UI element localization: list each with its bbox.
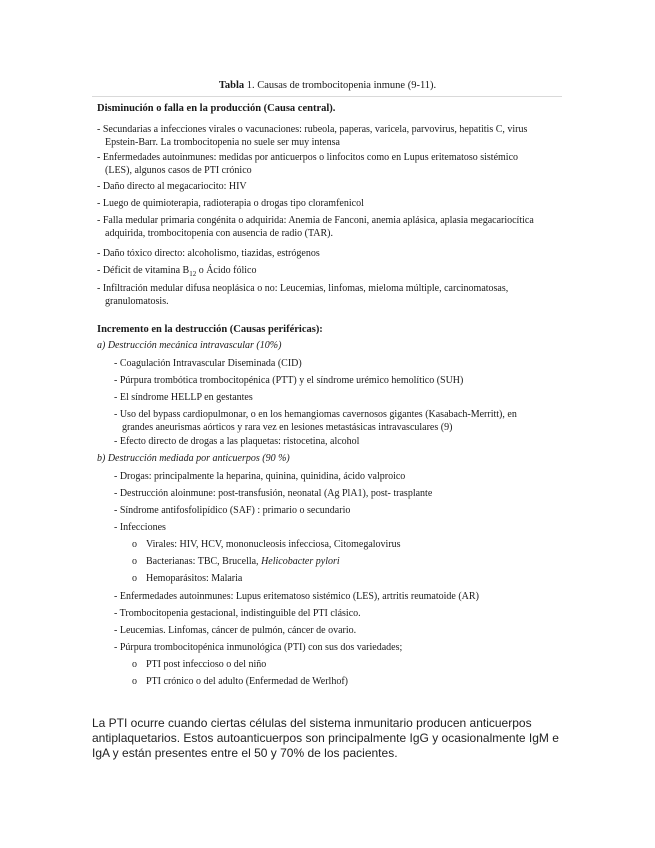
subsection-b-heading: b) Destrucción mediada por anticuerpos (90 %) <box>97 453 290 464</box>
section1-item <box>97 152 567 177</box>
section1-item <box>97 181 567 194</box>
item-line: - Coagulación Intravascular Diseminada (CID) <box>114 358 302 369</box>
item-line: - Efecto directo de drogas a las plaquetas: ristocetina, alcohol <box>114 436 360 447</box>
subsection-b-item <box>114 608 569 621</box>
item-line: - Daño directo al megacariocito: HIV <box>97 181 247 192</box>
subsection-b-item <box>114 488 569 501</box>
infection-text: Virales: HIV, HCV, mononucleosis infecciosa, Citomegalovirus <box>146 539 401 550</box>
section1-item <box>97 124 567 149</box>
subsection-a-heading: a) Destrucción mecánica intravascular (10%) <box>97 340 282 351</box>
item-line: - Déficit de vitamina B <box>97 265 190 276</box>
infection-item <box>132 556 340 567</box>
pti-variant-item <box>132 676 348 687</box>
item-line: o Ácido fólico <box>196 265 257 276</box>
item-line: - Infecciones <box>114 522 166 533</box>
subsection-b-item <box>114 625 569 638</box>
infection-text: Bacterianas: TBC, Brucella, <box>146 556 262 567</box>
item-line: - Daño tóxico directo: alcoholismo, tiazidas, estrógenos <box>97 248 320 259</box>
subsection-b-item <box>114 505 569 518</box>
infection-italic: Helicobacter pylori <box>261 556 340 567</box>
pti-variant-item <box>132 659 266 670</box>
subsection-b-item <box>114 591 569 604</box>
item-continuation: adquirida, trombocitopenia con ausencia de radio (TAR). <box>105 227 334 239</box>
item-line: - Leucemias. Linfomas, cáncer de pulmón, cáncer de ovario. <box>114 625 357 636</box>
item-continuation: grandes aneurismas aórticos y rara vez en lesiones metastásicas intravasculares (9) <box>122 421 453 433</box>
subsection-a-item <box>114 375 569 388</box>
item-line: - Drogas: principalmente la heparina, quinina, quinidina, ácido valproico <box>114 471 406 482</box>
item-line: - Síndrome antifosfolipídico (SAF) : primario o secundario <box>114 505 351 516</box>
item-line: - Uso del bypass cardiopulmonar, o en los hemangiomas cavernosos gigantes (Kasabach-Merritt), en <box>114 409 517 420</box>
pti-variant-text: PTI crónico o del adulto (Enfermedad de Werlhof) <box>146 676 348 687</box>
pti-variant-text: PTI post infeccioso o del niño <box>146 659 267 670</box>
item-continuation: Epstein-Barr. La trombocitopenia no suele ser muy intensa <box>105 136 340 148</box>
table-caption <box>0 80 655 91</box>
subscript: 12 <box>189 270 197 278</box>
circle-bullet-icon: o <box>132 556 137 567</box>
subsection-a-item <box>114 392 569 405</box>
section1-item <box>97 283 567 308</box>
subsection-b-item <box>114 471 569 484</box>
item-line: - Destrucción aloinmune: post-transfusión, neonatal (Ag PlA1), post- trasplante <box>114 488 433 499</box>
item-line: - Púrpura trombocitopénica inmunológica (PTI) con sus dos variedades; <box>114 642 403 653</box>
item-line: - Púrpura trombótica trombocitopénica (PTT) y el síndrome urémico hemolítico (SUH) <box>114 375 464 386</box>
item-line: - Infiltración medular difusa neoplásica o no: Leucemias, linfomas, mieloma múltiple, carcinomatosas, <box>97 283 509 294</box>
subsection-a-item <box>114 358 569 371</box>
infection-text: Hemoparásitos: Malaria <box>146 573 243 584</box>
infection-item <box>132 539 401 550</box>
section1-heading: Disminución o falla en la producción (Causa central). <box>97 103 336 114</box>
section1-item <box>97 215 567 240</box>
item-line: - El síndrome HELLP en gestantes <box>114 392 253 403</box>
item-line: - Trombocitopenia gestacional, indistinguible del PTI clásico. <box>114 608 361 619</box>
circle-bullet-icon: o <box>132 573 137 584</box>
item-continuation: (LES), algunos casos de PTI crónico <box>105 164 252 176</box>
item-line: - Secundarias a infecciones virales o vacunaciones: rubeola, paperas, varicela, parvovirus, hepatitis C, virus <box>97 124 528 135</box>
subsection-b-item <box>114 522 569 535</box>
caption-bold: Tabla <box>218 80 245 91</box>
subsection-b-item <box>114 642 569 655</box>
infection-item <box>132 573 242 584</box>
item-continuation: granulomatosis. <box>105 295 169 307</box>
explanatory-paragraph: La PTI ocurre cuando ciertas células del sistema inmunitario producen anticuerpos antiplaquetarios. Estos autoanticuerpos son principalmente IgG y ocasionalmente IgM e IgA y están presentes entre el 50 y 70% de los pacientes. <box>92 716 559 760</box>
section1-item <box>97 198 567 211</box>
item-line: - Luego de quimioterapia, radioterapia o drogas tipo cloramfenicol <box>97 198 364 209</box>
section1-item <box>97 248 567 261</box>
caption-text: 1. Causas de trombocitopenia inmune (9-11). <box>244 80 437 91</box>
circle-bullet-icon: o <box>132 659 137 670</box>
caption-divider <box>92 96 562 97</box>
section2-heading: Incremento en la destrucción (Causas periféricas): <box>97 324 323 335</box>
subsection-a-item <box>114 436 569 449</box>
section1-item <box>97 265 567 281</box>
item-line: - Falla medular primaria congénita o adquirida: Anemia de Fanconi, anemia aplásica, aplasia megacariocítica <box>97 215 534 226</box>
circle-bullet-icon: o <box>132 676 137 687</box>
subsection-a-item <box>114 409 569 434</box>
item-line: - Enfermedades autoinmunes: medidas por anticuerpos o linfocitos como en Lupus eritematoso sistémico <box>97 152 519 163</box>
item-line: - Enfermedades autoinmunes: Lupus eritematoso sistémico (LES), artritis reumatoide (AR) <box>114 591 479 602</box>
circle-bullet-icon: o <box>132 539 137 550</box>
